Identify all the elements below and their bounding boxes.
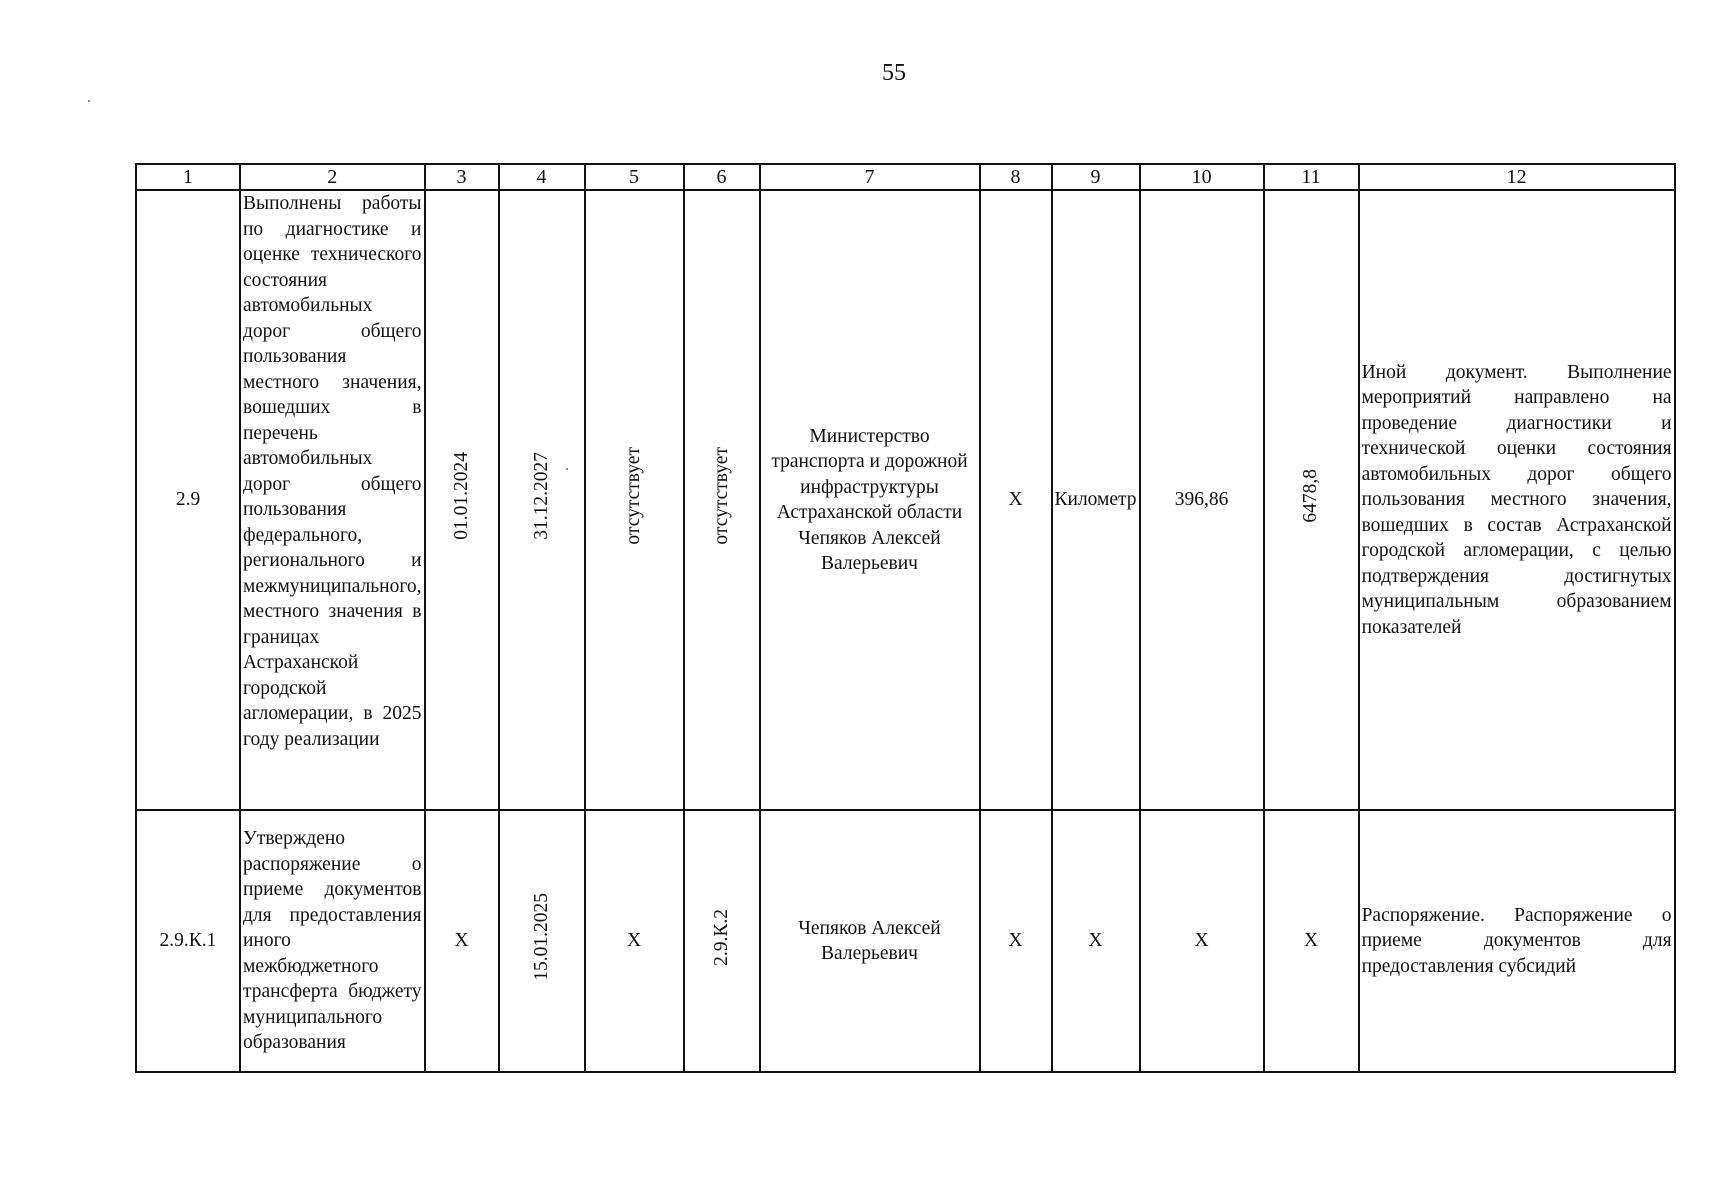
header-cell: 11	[1264, 164, 1359, 190]
start-date-cell	[425, 190, 499, 810]
page-number: 55	[882, 60, 906, 86]
table-row	[136, 190, 1675, 810]
value-cell: Х	[1140, 810, 1264, 1072]
header-cell: 7	[760, 164, 980, 190]
successor-text: 2.9.К.2	[710, 908, 732, 966]
scan-speck	[566, 468, 568, 470]
result-description-cell: Утверждено распоряжение о приеме документов для предоставления иного межбюджетного трансферта бюджету муниципального образования	[240, 810, 425, 1072]
amount-cell	[1264, 190, 1359, 810]
responsible-cell: Чепяков Алексей Валерьевич	[760, 810, 980, 1072]
unit-cell: Х	[1052, 810, 1140, 1072]
end-date-text: 15.01.2025	[530, 893, 552, 982]
end-date-cell	[499, 190, 585, 810]
end-date-text: 31.12.2027	[530, 452, 552, 541]
row-number-cell: 2.9	[136, 190, 240, 810]
start-date-text: 01.01.2024	[450, 452, 472, 541]
successor-cell	[684, 810, 760, 1072]
amount-cell: Х	[1264, 810, 1359, 1072]
header-cell: 6	[684, 164, 760, 190]
header-cell: 9	[1052, 164, 1140, 190]
predecessor-cell: Х	[585, 810, 684, 1072]
col8-cell: Х	[980, 190, 1052, 810]
header-cell: 4	[499, 164, 585, 190]
unit-cell: Километр	[1052, 190, 1140, 810]
successor-text: отсутствует	[710, 447, 732, 546]
predecessor-cell	[585, 190, 684, 810]
predecessor-text: отсутствует	[623, 447, 644, 546]
start-date-cell: Х	[425, 810, 499, 1072]
data-table	[135, 163, 1676, 1073]
header-row	[136, 164, 1675, 190]
header-cell: 5	[585, 164, 684, 190]
table-row	[136, 810, 1675, 1072]
end-date-cell	[499, 810, 585, 1072]
col8-cell: Х	[980, 810, 1052, 1072]
successor-cell	[684, 190, 760, 810]
document-cell: Иной документ. Выполнение мероприятий направлено на проведение диагностики и технической оценки состояния автомобильных дорог общего пользования местного значения, вошедших в состав Астраханской городской агломерации, с целью подтверждения достигнутых муниципальным образованием показателей	[1359, 190, 1675, 810]
data-table-container	[135, 163, 1676, 1073]
result-description-cell: Выполнены работы по диагностике и оценке технического состояния автомобильных дорог общего пользования местного значения, вошедших в перечень автомобильных дорог общего пользования федерального, регионального и межмуниципального, местного значения в границах Астраханской городской агломерации, в 2025 году реализации	[240, 190, 425, 810]
header-cell: 10	[1140, 164, 1264, 190]
amount-text: 6478,8	[1300, 469, 1322, 524]
header-cell: 12	[1359, 164, 1675, 190]
document-cell: Распоряжение. Распоряжение о приеме документов для предоставления субсидий	[1359, 810, 1675, 1072]
responsible-cell: Министерство транспорта и дорожной инфраструктуры Астраханской области Чепяков Алексей Валерьевич	[760, 190, 980, 810]
header-cell: 2	[240, 164, 425, 190]
scan-speck	[88, 100, 90, 102]
header-cell: 1	[136, 164, 240, 190]
value-cell: 396,86	[1140, 190, 1264, 810]
header-cell: 8	[980, 164, 1052, 190]
row-number-cell: 2.9.К.1	[136, 810, 240, 1072]
header-cell: 3	[425, 164, 499, 190]
